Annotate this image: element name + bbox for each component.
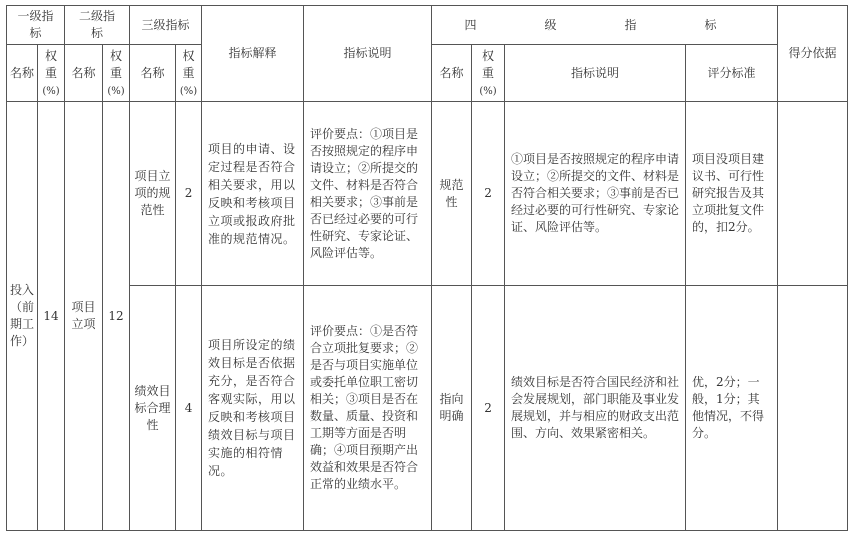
l4-name: 指向明确 (439, 392, 464, 423)
l4-name: 规范性 (439, 177, 464, 209)
header-l1-name (7, 45, 38, 102)
header-l3-name (130, 45, 176, 102)
level2-weight-cell (103, 102, 130, 531)
l4-name-cell (432, 102, 472, 286)
header-l2-weight (103, 45, 130, 102)
evaluation-indicator-table (6, 5, 848, 531)
header-score-basis (778, 6, 848, 102)
header-level3 (130, 6, 202, 45)
header-level3-label: 三级指标 (141, 17, 190, 32)
l3-name-cell (130, 102, 176, 286)
l4-weight-cell (472, 286, 505, 531)
scoring-cell (686, 102, 778, 286)
header-l3-name-label: 名称 (140, 65, 165, 80)
header-indicator-explanation (202, 6, 304, 102)
l3-weight: 4 (184, 400, 193, 415)
description-cell (304, 102, 432, 286)
l3-weight-cell (176, 286, 202, 531)
header-l4-weight-unit: (%) (479, 85, 497, 97)
score-basis-cell (778, 102, 848, 286)
header-level4-label: 四 级 指 标 (464, 17, 745, 32)
l4-weight: 2 (484, 186, 492, 200)
header-l2-weight-label: 权重 (109, 48, 122, 80)
header-indicator-description (304, 6, 432, 102)
level1-name-cell (7, 102, 38, 531)
header-l2-name (65, 45, 103, 102)
header-l3-weight-label: 权重 (182, 48, 195, 80)
l3-name: 项目立项的规范性 (134, 169, 171, 217)
explanation-cell (202, 102, 304, 286)
level1-name: 投入（前期工作） (9, 283, 34, 348)
l3-weight: 2 (184, 186, 193, 200)
header-l4-description (505, 45, 686, 102)
header-scoring-standard (686, 45, 778, 102)
header-l4-name (432, 45, 472, 102)
description-text: 评价要点：①项目是否按照规定的程序申请设立；②所提交的文件、材料是否符合相关要求；③事前是否已经过必要的可行性研究、专家论证、风险评估等。 (310, 126, 419, 260)
header-l4-weight-label: 权重 (482, 48, 495, 80)
header-indicator-description-label: 指标说明 (343, 46, 392, 60)
l4-description-text: ①项目是否按照规定的程序申请设立；②所提交的文件、材料是否符合相关要求；③事前是否已经过必要的可行性研究、专家论证、风险评估等。 (511, 152, 680, 234)
level1-weight: 14 (43, 308, 59, 323)
header-l3-weight (176, 45, 202, 102)
l4-description-cell (505, 102, 686, 286)
header-l1-weight-label: 权重 (44, 48, 57, 80)
header-level2 (65, 6, 130, 45)
header-indicator-explanation-label: 指标解释 (228, 46, 277, 60)
header-l4-description-label: 指标说明 (571, 65, 620, 80)
header-l4-name-label: 名称 (439, 65, 464, 80)
l4-weight-cell (472, 102, 505, 286)
scoring-text: 项目没项目建议书、可行性研究报告及其立项批复文件的，扣2分。 (692, 152, 765, 234)
header-l2-name-label: 名称 (71, 65, 96, 80)
l4-description-text: 绩效目标是否符合国民经济和社会发展规划，部门职能及事业发展规划，并与相应的财政支出范围、方向、效果紧密相关。 (511, 375, 680, 440)
l3-weight-cell (176, 102, 202, 286)
score-basis-cell (778, 286, 848, 531)
description-cell (304, 286, 432, 531)
level2-name-cell (65, 102, 103, 531)
scoring-cell (686, 286, 778, 531)
header-level1 (7, 6, 65, 45)
level2-weight: 12 (108, 308, 124, 323)
explanation-text: 项目所设定的绩效目标是否依据充分，是否符合客观实际，用以反映和考核项目绩效目标与项目实施的相符情况。 (208, 338, 296, 478)
level1-weight-cell (38, 102, 65, 531)
header-l1-name-label: 名称 (9, 65, 34, 80)
header-scoring-standard-label: 评分标准 (707, 65, 756, 80)
l4-name-cell (432, 286, 472, 531)
header-l1-weight (38, 45, 65, 102)
header-l1-weight-unit: (%) (42, 85, 60, 97)
l3-name: 绩效目标合理性 (134, 383, 171, 432)
header-score-basis-label: 得分依据 (788, 46, 837, 60)
header-l4-weight (472, 45, 505, 102)
l4-description-cell (505, 286, 686, 531)
header-l2-weight-unit: (%) (107, 85, 125, 97)
l4-weight: 2 (484, 400, 492, 415)
l3-name-cell (130, 286, 176, 531)
header-l3-weight-unit: (%) (179, 85, 198, 97)
description-text: 评价要点：①是否符合立项批复要求；②是否与项目实施单位或委托单位职工密切相关；③项目是否在数量、质量、投资和工期等方面是否明确；④项目预期产出效益和效果是否符合正常的业绩水平。 (310, 324, 419, 491)
table-row (7, 102, 848, 286)
table-row (7, 286, 848, 531)
explanation-cell (202, 286, 304, 531)
level2-name: 项目立项 (71, 300, 96, 331)
header-level2-label: 二级指标 (78, 9, 115, 40)
scoring-text: 优，2分；一般，1分；其他情况，不得分。 (692, 375, 765, 440)
header-level4 (432, 6, 778, 45)
header-level1-label: 一级指标 (17, 9, 54, 40)
explanation-text: 项目的申请、设定过程是否符合相关要求，用以反映和考核项目立项或报政府批准的规范情况。 (208, 141, 296, 246)
